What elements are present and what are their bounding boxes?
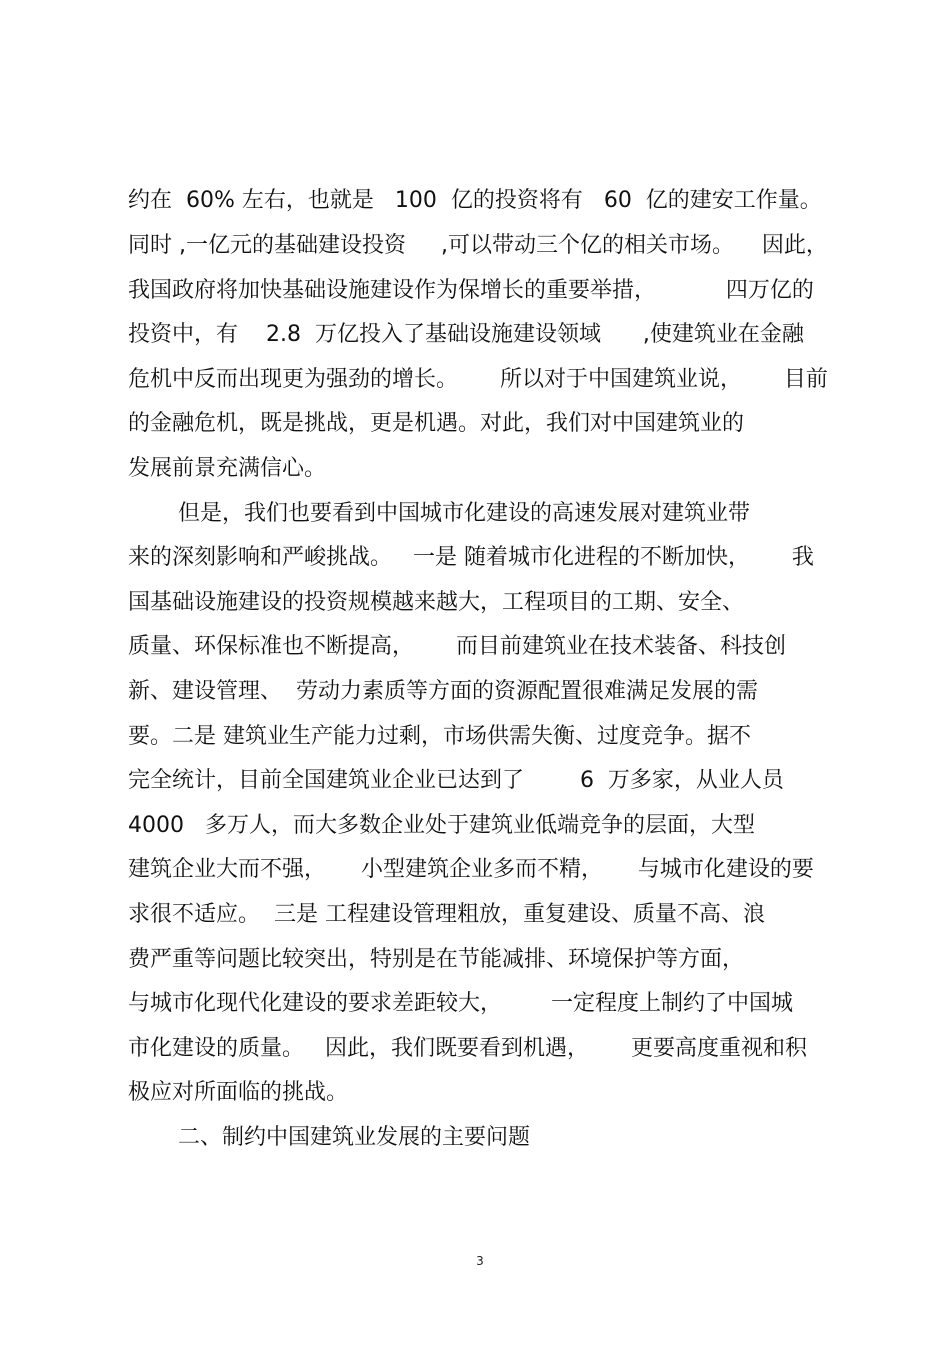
text-line: 投资中，有 2.8 万亿投入了基础设施建设领域 ,使建筑业在金融 bbox=[128, 322, 804, 347]
page-number: 3 bbox=[476, 1254, 484, 1268]
text-line: 发展前景充满信心。 bbox=[128, 456, 327, 481]
text-line: 建筑企业大而不强， 小型建筑企业多而不精， 与城市化建设的要 bbox=[128, 857, 814, 882]
text-line: 极应对所面临的挑战。 bbox=[128, 1080, 349, 1105]
text-line: 但是，我们也要看到中国城市化建设的高速发展对建筑业带 bbox=[178, 501, 751, 526]
text-line: 的金融危机，既是挑战，更是机遇。对此，我们对中国建筑业的 bbox=[128, 411, 745, 436]
text-line: 费严重等问题比较突出，特别是在节能减排、环境保护等方面， bbox=[128, 947, 745, 972]
text-line: 新、建设管理、 劳动力素质等方面的资源配置很难满足发展的需 bbox=[128, 679, 758, 704]
text-line: 约在 60% 左右，也就是 100 亿的投资将有 60 亿的建安工作量。 bbox=[128, 188, 822, 213]
text-line: 要。二是 建筑业生产能力过剩，市场供需失衡、过度竞争。据不 bbox=[128, 724, 751, 749]
text-line: 危机中反而出现更为强劲的增长。 所以对于中国建筑业说， 目前 bbox=[128, 367, 828, 392]
text-line: 国基础设施建设的投资规模越来越大，工程项目的工期、安全、 bbox=[128, 590, 745, 615]
text-line: 市化建设的质量。 因此，我们既要看到机遇， 更要高度重视和积 bbox=[128, 1036, 807, 1061]
text-line: 与城市化现代化建设的要求差距较大， 一定程度上制约了中国城 bbox=[128, 991, 793, 1016]
text-line: 求很不适应。 三是 工程建设管理粗放，重复建设、质量不高、浪 bbox=[128, 902, 765, 927]
text-line: 质量、环保标准也不断提高， 而目前建筑业在技术装备、科技创 bbox=[128, 634, 786, 659]
text-line: 4000 多万人，而大多数企业处于建筑业低端竞争的层面，大型 bbox=[128, 813, 755, 838]
text-line: 同时 ,一亿元的基础建设投资 ,可以带动三个亿的相关市场。 因此， bbox=[128, 233, 828, 258]
text-line: 我国政府将加快基础设施建设作为保增长的重要举措， 四万亿的 bbox=[128, 278, 814, 303]
text-line: 来的深刻影响和严峻挑战。 一是 随着城市化进程的不断加快， 我 bbox=[128, 545, 814, 570]
section-heading: 二、制约中国建筑业发展的主要问题 bbox=[178, 1125, 531, 1150]
text-line: 完全统计，目前全国建筑业企业已达到了 6 万多家，从业人员 bbox=[128, 768, 784, 793]
